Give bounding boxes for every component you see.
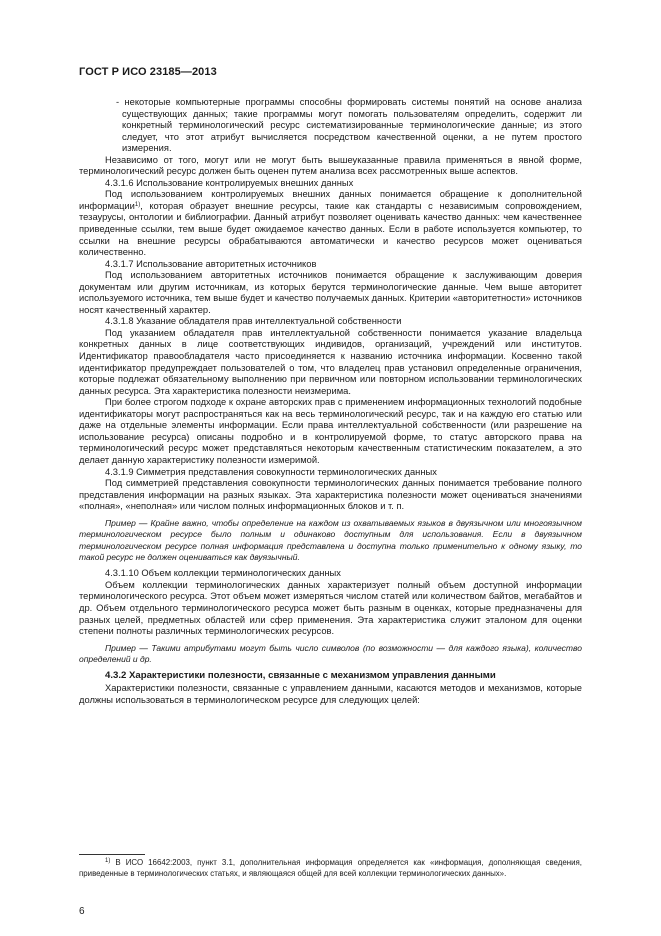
example-note: Пример — Такими атрибутами могут быть число символов (по возможности — для каждого языка), количество определений и др. (79, 642, 582, 664)
paragraph-4318a: Под указанием обладателя прав интеллектуальной собственности понимается указание владельца конкретных данных в лице соответствующих индивидов, организаций, учреждений или институтов. Идентификатор правообладателя часто присоединяется к названию источника информации. Косвенно такой идентификатор предупреждает пользователей о том, что владелец прав установил определенные ограничения, которые подлежат обязательному выполнению при первичном или повторном использовании терминологических данных ресурса. Эта характеристика полезности неизмерима. (79, 327, 582, 396)
paragraph-text: Под использованием контролируемых внешних данных понимается обращение к дополнительной информации (79, 189, 582, 211)
section-heading-4317: 4.3.1.7 Использование авторитетных источников (105, 258, 317, 269)
footnote-mark: 1) (105, 858, 111, 864)
paragraph-4317: Под использованием авторитетных источников понимается обращение к заслуживающим доверия документам или другим источникам, из которых берутся терминологические данные. Чем выше авторитет используемого источника, тем выше будет и качество получаемых данных. Критерии «авторитетности» источников носят качественный характер. (79, 270, 582, 315)
section-heading-4316: 4.3.1.6 Использование контролируемых внешних данных (105, 177, 354, 188)
section-heading-432: 4.3.2 Характеристики полезности, связанные с механизмом управления данными (105, 670, 496, 682)
section-heading-4318: 4.3.1.8 Указание обладателя прав интеллектуальной собственности (105, 316, 402, 327)
section-heading-4319: 4.3.1.9 Симметрия представления совокупности терминологических данных (105, 466, 437, 477)
paragraph-text: , которая образует внешние ресурсы, такие как стандарты с независимым сопровождением, тезаурусы, онтологии и библиографии. Данный атрибут позволяет оценивать качество данных: чем качественнее приведенные ссылки, тем выше будет ожидаемое качество данных. Если в работе используется компьютер, то ссылки на внешние ресурсы обрабатываются автоматически и качество ресурсов может оцениваться количественно. (79, 200, 582, 258)
paragraph-43110: Объем коллекции терминологических данных характеризует полный объем доступной информации терминологического ресурса. Этот объем может измеряться числом статей или количеством байтов, мегабайтов и др. Объем отдельного терминологического ресурса может быть разным в оценках, которые предназначены для разных целей, предметных областей или сфер применения. Эта характеристика служит эталоном для оценки степени полноты различных терминологических ресурсов. (79, 579, 582, 637)
paragraph-4316 (79, 189, 582, 258)
document-header: ГОСТ Р ИСО 23185—2013 (79, 66, 217, 78)
footnote (79, 858, 582, 879)
paragraph-4318b: При более строгом подходе к охране авторских прав с применением информационных технологий подобные идентификаторы могут распространяться как на весь терминологический ресурс, так и на каждую его статью или даже на отдельные элементы информации. Если права интеллектуальной собственности (или разрешение на использование ресурса) описаны подробно и в контролируемой форме, то статус авторского права на терминологический ресурс может представляться некоторым качественным статистическим показателем, а это делает данную характеристику полезности измеримой. (79, 397, 582, 465)
section-heading-43110: 4.3.1.10 Объем коллекции терминологических данных (105, 568, 341, 579)
document-body (79, 97, 582, 706)
example-note: Пример — Крайне важно, чтобы определение на каждом из охватываемых языков в двуязычном или многоязычном терминологическом ресурсе было полным и одинаково доступным для использования. Если в двуязычном терминологическом ресурсе полная информация представлена и доступна только применительно к одному языку, то такой ресурс не должен оцениваться как двуязычный. (79, 517, 582, 562)
footnote-reference[interactable]: 1) (134, 201, 141, 208)
page-number: 6 (79, 906, 85, 917)
footnote-separator (79, 854, 145, 855)
list-item: - некоторые компьютерные программы способны формировать системы понятий на основе анализа существующих данных; такие программы могут помогать пользователям определить, содержит ли конкретный терминологический ресурс систематизированные терминологические данные; из этого следует, что этот атрибут вычисляется посредством качественной оценки, а не путем простого измерения. (116, 97, 582, 154)
paragraph-432: Характеристики полезности, связанные с управлением данными, касаются методов и механизмов, которые должны использоваться в терминологическом ресурсе для следующих целей: (79, 682, 582, 705)
paragraph: Независимо от того, могут или не могут быть вышеуказанные правила применяться в явной форме, терминологический ресурс должен быть оценен путем анализа всех рассмотренных выше аспектов. (79, 154, 582, 177)
paragraph-4319: Под симметрией представления совокупности терминологических данных понимается требование полного представления информации на разных языках. Эта характеристика полезности может оцениваться значениями «полная», «неполная» или числом полных информационных блоков и т. п. (79, 478, 582, 512)
footnote-text: В ИСО 16642:2003, пункт 3.1, дополнительная информация определяется как «информация, дополняющая сведения, приведенные в терминологических статьях, и являющаяся общей для всей коллекции терминологических данных». (79, 858, 582, 878)
